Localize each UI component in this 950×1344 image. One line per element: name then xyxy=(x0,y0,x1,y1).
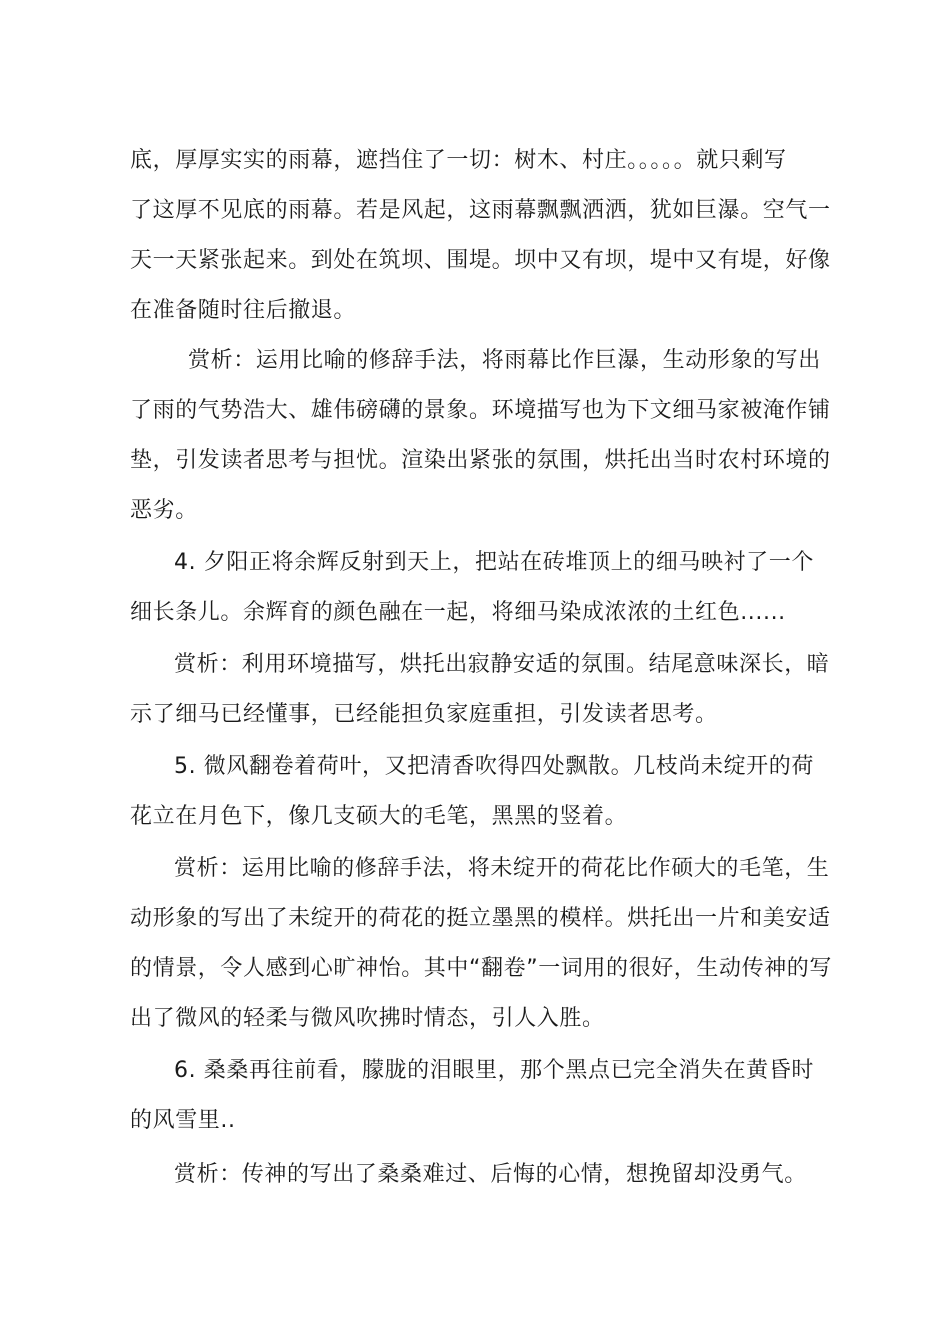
analysis-line: 赏析：运用比喻的修辞手法，将未绽开的荷花比作硕大的毛笔，生 xyxy=(174,856,830,881)
analysis-line: 赏析：传神的写出了桑桑难过、后悔的心情，想挽留却没勇气。 xyxy=(174,1162,807,1187)
analysis-line: 了雨的气势浩大、雄伟磅礴的景象。环境描写也为下文细马家被淹作铺 xyxy=(130,398,831,423)
analysis-line: 出了微风的轻柔与微风吹拂时情态，引人入胜。 xyxy=(130,1006,605,1031)
text-line: 天一天紧张起来。到处在筑坝、围堤。坝中又有坝，堤中又有堤，好像 xyxy=(130,248,831,273)
numbered-item-line: 4. 夕阳正将余辉反射到天上，把站在砖堆顶上的细马映衬了一个 xyxy=(174,550,814,575)
analysis-line: 恶劣。 xyxy=(130,498,198,523)
text-line: 在准备随时往后撤退。 xyxy=(130,298,357,323)
analysis-line: 动形象的写出了未绽开的荷花的挺立墨黑的模样。烘托出一片和美安适 xyxy=(130,906,831,931)
text-line: 底，厚厚实实的雨幕，遮挡住了一切：树木、村庄。。。。。就只剩写 xyxy=(130,148,787,173)
text-line: 了这厚不见底的雨幕。若是风起，这雨幕飘飘洒洒，犹如巨瀑。空气一 xyxy=(130,198,831,223)
analysis-line: 示了细马已经懂事，已经能担负家庭重担，引发读者思考。 xyxy=(130,702,718,727)
analysis-line: 赏析：利用环境描写，烘托出寂静安适的氛围。结尾意味深长，暗 xyxy=(174,652,830,677)
numbered-item-line: 6. 桑桑再往前看，朦胧的泪眼里，那个黑点已完全消失在黄昏时 xyxy=(174,1058,814,1083)
analysis-line: 垫，引发读者思考与担忧。渲染出紧张的氛围，烘托出当时农村环境的 xyxy=(130,448,831,473)
numbered-item-line: 花立在月色下，像几支硕大的毛笔，黑黑的竖着。 xyxy=(130,804,628,829)
numbered-item-line: 5. 微风翻卷着荷叶，又把清香吹得四处飘散。几枝尚未绽开的荷 xyxy=(174,754,814,779)
numbered-item-line: 细长条儿。余辉育的颜色融在一起，将细马染成浓浓的土红色...... xyxy=(130,600,786,625)
analysis-line: 赏析：运用比喻的修辞手法，将雨幕比作巨瀑，生动形象的写出 xyxy=(188,348,821,373)
analysis-line: 的情景，令人感到心旷神怡。其中“翻卷”一词用的很好，生动传神的写 xyxy=(130,956,832,981)
numbered-item-line: 的风雪里.. xyxy=(130,1108,236,1133)
